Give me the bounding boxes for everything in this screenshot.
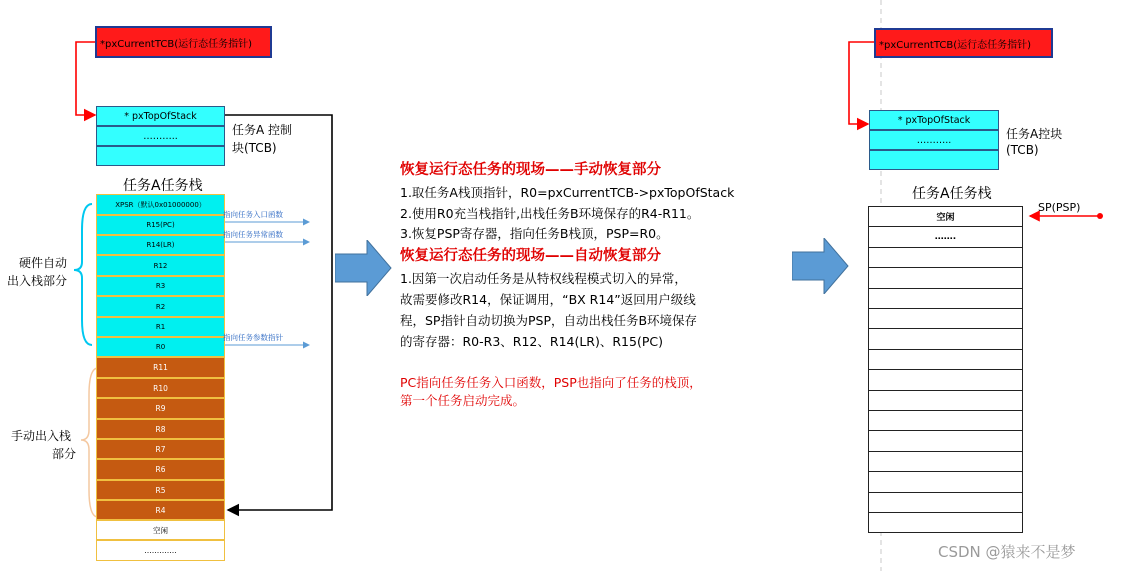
flow-arrow-1-icon <box>335 240 393 296</box>
right-stack-cell <box>868 451 1023 472</box>
stack-cell-r0: R0 <box>96 337 225 357</box>
stack-cell-r14: R14(LR) <box>96 235 225 255</box>
right-tcb-row-empty <box>869 150 999 170</box>
right-tcb-row-ellipsis: ……….. <box>869 130 999 150</box>
left-tcb-label-1: 任务A 控制 <box>232 123 293 137</box>
stack-cell-r8: R8 <box>96 419 225 439</box>
stack-cell-r2: R2 <box>96 296 225 317</box>
annotation-lr: 指向任务异常函数 <box>223 230 283 239</box>
stack-cell-r6: R6 <box>96 459 225 480</box>
right-stack-cell <box>868 349 1023 370</box>
stack-cell-free: 空闲 <box>96 520 225 540</box>
left-tcb-label-2: 块(TCB) <box>232 141 277 155</box>
auto-line-4: 的寄存器：R0-R3、R12、R14(LR)、R15(PC) <box>400 334 663 349</box>
auto-line-3: 程，SP指针自动切换为PSP，自动出栈任务B环境保存 <box>400 313 698 328</box>
heading-auto-restore: 恢复运行态任务的现场——自动恢复部分 <box>400 248 661 264</box>
right-stack-cell-free: 空闲 <box>868 206 1023 227</box>
stack-cell-r4: R4 <box>96 500 225 520</box>
stack-cell-r5: R5 <box>96 480 225 500</box>
right-stack-cell <box>868 328 1023 349</box>
right-current-tcb-pointer: *pxCurrentTCB(运行态任务指针) <box>874 28 1053 58</box>
stack-cell-r12: R12 <box>96 255 225 276</box>
hw-label-1: 硬件自动 <box>19 256 68 270</box>
flow-arrow-2-icon <box>792 238 850 294</box>
right-stack-cell <box>868 471 1023 492</box>
right-stack-cell <box>868 492 1023 513</box>
left-tcb-top-of-stack: * pxTopOfStack <box>96 106 225 126</box>
manual-step-1: 1.取任务A栈顶指针，R0=pxCurrentTCB->pxTopOfStack <box>400 185 735 200</box>
sp-psp-label: SP(PSP) <box>1038 201 1081 214</box>
manual-step-3: 3.恢复PSP寄存器，指向任务B栈顶，PSP=R0。 <box>400 226 669 241</box>
stack-cell-ellipsis: …………. <box>96 540 225 561</box>
right-stack-cell <box>868 390 1023 411</box>
stack-cell-xpsr: XPSR（默认0x01000000） <box>96 194 225 215</box>
sw-label-2: 部分 <box>52 447 77 461</box>
result-line-1: PC指向任务任务入口函数，PSP也指向了任务的栈顶， <box>400 375 702 390</box>
sw-label-1: 手动出入栈 <box>11 429 72 443</box>
right-stack-cell <box>868 512 1023 533</box>
stack-cell-r9: R9 <box>96 398 225 419</box>
right-stack-cell <box>868 369 1023 390</box>
right-stack-title: 任务A任务栈 <box>912 186 992 202</box>
right-stack-cell <box>868 410 1023 431</box>
hw-label-2: 出入栈部分 <box>7 274 68 288</box>
stack-cell-r1: R1 <box>96 317 225 337</box>
manual-step-2: 2.使用R0充当栈指针,出栈任务B环境保存的R4-R11。 <box>400 206 700 221</box>
right-stack-cell-ellipsis: ……. <box>868 226 1023 247</box>
left-tcb-row-ellipsis: ……….. <box>96 126 225 146</box>
right-stack-cell <box>868 288 1023 309</box>
right-stack-cell <box>868 247 1023 268</box>
right-stack-cell <box>868 308 1023 329</box>
stack-cell-r10: R10 <box>96 378 225 398</box>
watermark: CSDN @猿来不是梦 <box>938 543 1076 561</box>
right-tcb-label-2: (TCB) <box>1006 143 1039 157</box>
stack-cell-r7: R7 <box>96 439 225 459</box>
stack-cell-r3: R3 <box>96 276 225 296</box>
left-stack-title: 任务A任务栈 <box>123 178 203 194</box>
heading-manual-restore: 恢复运行态任务的现场——手动恢复部分 <box>400 162 661 178</box>
left-current-tcb-pointer: *pxCurrentTCB(运行态任务指针) <box>95 26 272 58</box>
auto-line-1: 1.因第一次启动任务是从特权线程模式切入的异常， <box>400 271 687 286</box>
left-tcb-row-empty <box>96 146 225 166</box>
right-stack-cell <box>868 430 1023 451</box>
annotation-r0: 指向任务参数指针 <box>223 333 283 342</box>
stack-cell-r11: R11 <box>96 357 225 378</box>
stack-cell-r15: R15(PC) <box>96 215 225 235</box>
right-stack-cell <box>868 267 1023 288</box>
auto-line-2: 故需要修改R14，保证调用，“BX R14”返回用户级线 <box>400 292 696 307</box>
result-line-2: 第一个任务启动完成。 <box>400 393 526 408</box>
right-tcb-label-1: 任务A控块 <box>1006 127 1063 141</box>
annotation-pc: 指向任务入口函数 <box>223 210 283 219</box>
right-tcb-top-of-stack: * pxTopOfStack <box>869 110 999 130</box>
